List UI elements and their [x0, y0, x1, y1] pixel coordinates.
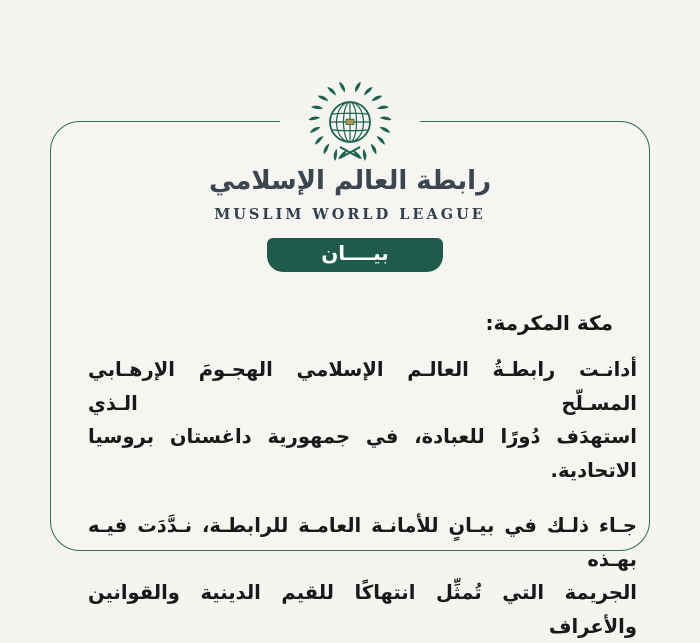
statement-banner [267, 238, 443, 272]
paragraph-2 [88, 509, 637, 643]
paragraph-2-line-1: جـاء ذلـك في بيـانٍ للأمانـة العامـة للرابطـة، نـدَّدَت فيـه بهـذه [88, 514, 637, 571]
dateline: مكة المكرمة: [485, 311, 613, 335]
paragraph-1-line-1: أدانـت رابطـةُ العالـم الإسلامي الهجـومَ الإرهـابي المسـلّح الـذي [88, 358, 637, 415]
paragraph-2-line-2: الجريمة التي تُمثِّل انتهاكًا للقيم الدينية والقوانين والأعراف [88, 581, 637, 638]
statement-banner-label: بيــــان [321, 241, 389, 265]
mwl-emblem-icon [302, 84, 398, 166]
paragraph-1-line-2: استهدَف دُورًا للعبادة، في جمهورية داغستان بروسيا الاتحادية. [88, 425, 637, 482]
statement-body [88, 306, 637, 643]
org-latin-name: MUSLIM WORLD LEAGUE [214, 206, 486, 223]
paragraph-1 [88, 353, 637, 487]
org-arabic-name: رابطة العالم الإسلامي [208, 166, 492, 196]
